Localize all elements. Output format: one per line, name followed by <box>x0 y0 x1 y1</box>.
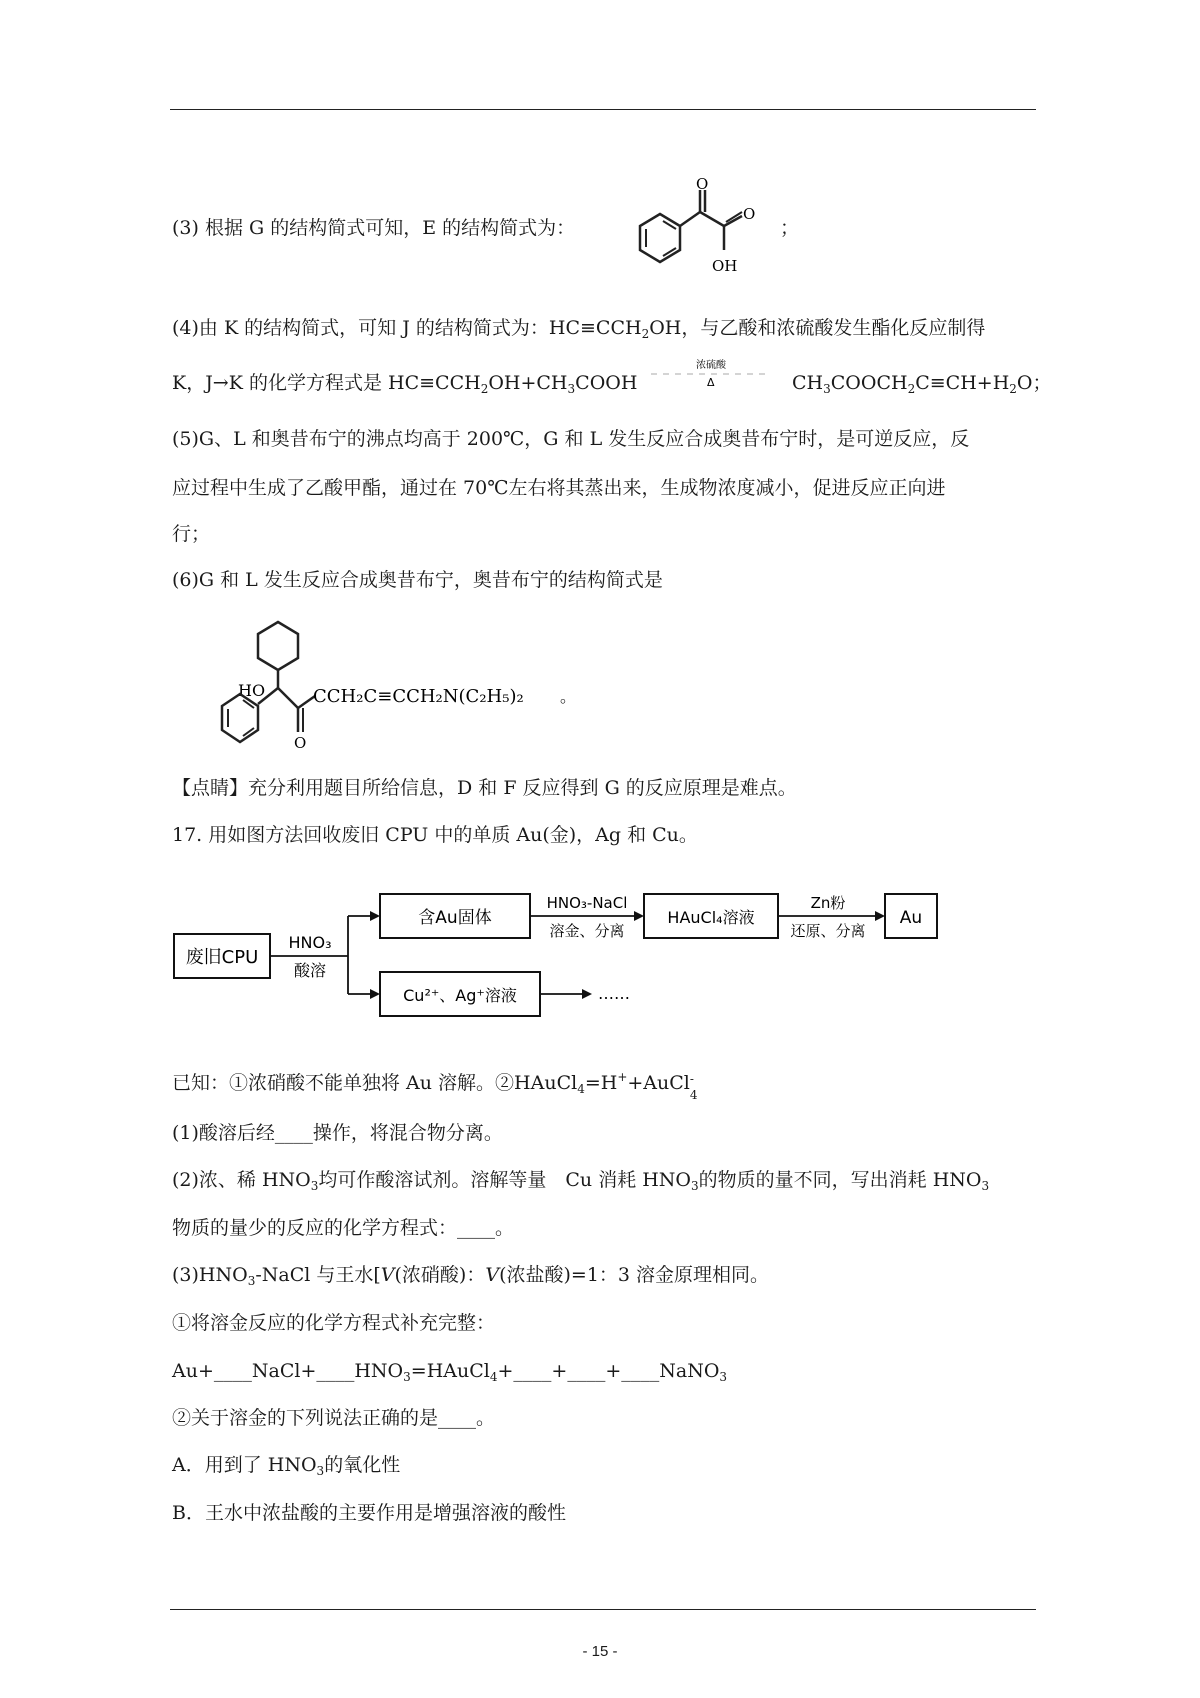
answer-5-line-2 <box>172 475 1036 501</box>
superscript: + <box>617 1070 628 1084</box>
structure-E-diagram <box>620 176 790 286</box>
eq-part: COOH <box>575 372 638 394</box>
footer-rule <box>170 1609 1036 1610</box>
key-point-note <box>172 775 1036 801</box>
text: =H <box>584 1072 618 1094</box>
text: (5)G、L 和奥昔布宁的沸点均高于 200℃，G 和 L 发生反应合成奥昔布宁时，是可逆反应，反 <box>172 428 970 450</box>
hydroxyl-label: OH <box>712 257 738 275</box>
subscript: 3 <box>403 1370 411 1384</box>
dissolve-reagent-label: HNO₃-NaCl <box>546 894 628 912</box>
gold-dissolution-equation <box>172 1358 1036 1384</box>
ketone-oxygen-label: O <box>696 176 709 193</box>
subscript: 3 <box>316 1464 325 1478</box>
answer-6-line-1 <box>172 567 1036 593</box>
subscript: 3 <box>981 1179 990 1193</box>
eq-part: OH+CH <box>488 372 568 394</box>
subscript: 2 <box>641 327 650 341</box>
period: 。 <box>560 687 577 706</box>
answer-5-line-3 <box>172 521 1036 547</box>
text: +____+____+____NaNO <box>497 1360 720 1382</box>
answer-4-line-1 <box>172 315 1036 341</box>
hydroxy-label: HO <box>238 681 266 700</box>
box-cu-ag-label: Cu²⁺、Ag⁺溶液 <box>403 986 517 1005</box>
acid-label-2: 酸溶 <box>293 961 327 980</box>
subscript: 3 <box>691 1179 699 1193</box>
text: 17. 用如图方法回收废旧 CPU 中的单质 Au(金)，Ag 和 Cu。 <box>172 824 698 846</box>
text: =HAuCl <box>410 1360 490 1382</box>
box-waste-cpu-label: 废旧CPU <box>185 947 259 968</box>
eq-part: O； <box>1016 372 1052 394</box>
catalyst-label: 浓硫酸 <box>696 360 726 371</box>
text: (浓盐酸)=1：3 溶金原理相同。 <box>499 1264 770 1286</box>
subscript: 3 <box>719 1370 728 1384</box>
subscript: 4 <box>577 1082 585 1096</box>
text: 的氧化性 <box>324 1454 401 1476</box>
oxybutynin-structure-diagram <box>200 610 600 760</box>
subscript: 3 <box>823 382 831 396</box>
header-rule <box>170 109 1036 110</box>
reduce-step-label: 还原、分离 <box>790 922 866 940</box>
dissolve-step-label: 溶金、分离 <box>549 922 625 940</box>
question-17-3 <box>172 1262 1036 1288</box>
zinc-label: Zn粉 <box>810 894 846 912</box>
answer-3-text: (3) 根据 G 的结构简式可知，E 的结构简式为： <box>172 217 576 239</box>
text: (浓硝酸)： <box>394 1264 486 1286</box>
recovery-flowchart <box>170 886 990 1036</box>
option-b <box>172 1500 1036 1526</box>
question-17-3-2 <box>172 1405 1036 1431</box>
carbonyl-oxygen-label: O <box>294 734 307 752</box>
answer-4-line-2-product <box>792 370 1052 396</box>
text: A．用到了 HNO <box>172 1454 317 1476</box>
ester-chain-label: CCH₂C≡CCH₂N(C₂H₅)₂ <box>313 686 524 707</box>
text: 【点睛】充分利用题目所给信息，D 和 F 反应得到 G 的反应原理是难点。 <box>172 777 797 799</box>
acid-label-1: HNO₃ <box>288 933 332 952</box>
text: 行； <box>172 523 211 545</box>
question-17-stem <box>172 822 1036 848</box>
answer-4-text-b: OH，与乙酸和浓硫酸发生酯化反应制得 <box>649 317 986 339</box>
text: (6)G 和 L 发生反应合成奥昔布宁，奥昔布宁的结构简式是 <box>172 569 663 591</box>
box-au-solid-label: 含Au固体 <box>418 908 492 928</box>
box-haucl4-label: HAuCl₄溶液 <box>667 908 755 927</box>
eq-part: COOCH <box>830 372 908 394</box>
text: ②关于溶金的下列说法正确的是____。 <box>172 1407 496 1429</box>
volume-symbol: V <box>380 1264 395 1286</box>
eq-part: K，J→K 的化学方程式是 HC≡CCH <box>172 372 481 394</box>
text: 应过程中生成了乙酸甲酯，通过在 70℃左右将其蒸出来，生成物浓度减小，促进反应正向进 <box>172 477 946 499</box>
subscript: 2 <box>907 382 916 396</box>
answer-3-semicolon: ； <box>780 217 800 239</box>
option-a <box>172 1452 1036 1478</box>
text: 已知：①浓硝酸不能单独将 Au 溶解。②HAuCl <box>172 1072 578 1094</box>
subscript: 3 <box>247 1274 256 1288</box>
text: 的物质的量不同，写出消耗 HNO <box>698 1169 982 1191</box>
reaction-arrow <box>649 358 775 388</box>
volume-symbol: V <box>485 1264 500 1286</box>
subscript: 2 <box>1009 382 1017 396</box>
question-17-3-1 <box>172 1310 1036 1336</box>
answer-3 <box>172 215 1036 241</box>
text: ①将溶金反应的化学方程式补充完整： <box>172 1312 496 1334</box>
box-au-label: Au <box>899 908 923 928</box>
heat-label: Δ <box>707 376 715 388</box>
ellipsis: …… <box>598 984 630 1003</box>
eq-part: C≡CH+H <box>915 372 1010 394</box>
page-number: - 15 - <box>582 1643 618 1660</box>
answer-3-end <box>780 215 820 241</box>
text: +AuCl <box>627 1072 690 1094</box>
text: (3)HNO <box>172 1264 248 1286</box>
question-17-1 <box>172 1120 1036 1146</box>
answer-4-text-a: (4)由 K 的结构简式，可知 J 的结构简式为：HC≡CCH <box>172 317 642 339</box>
text: (1)酸溶后经____操作，将混合物分离。 <box>172 1122 503 1144</box>
question-17-2-line-2 <box>172 1215 1036 1241</box>
subscript: 3 <box>567 382 576 396</box>
answer-5-line-1 <box>172 426 1036 452</box>
text: B．王水中浓盐酸的主要作用是增强溶液的酸性 <box>172 1502 566 1524</box>
text: Au+____NaCl+____HNO <box>172 1360 404 1382</box>
acid-oxygen-label: O <box>743 205 756 223</box>
question-17-2-line-1 <box>172 1167 1036 1193</box>
text: -NaCl 与王水[ <box>255 1264 381 1286</box>
eq-part: CH <box>792 372 824 394</box>
subscript: 4 <box>489 1370 498 1384</box>
known-conditions: 已知：①浓硝酸不能单独将 Au 溶解。②HAuCl$_4$=H++AuCl - 4 <box>172 1070 698 1102</box>
text: 均可作酸溶试剂。溶解等量 Cu 消耗 HNO <box>318 1169 692 1191</box>
text: (2)浓、稀 HNO <box>172 1169 311 1191</box>
subscript: 3 <box>310 1179 319 1193</box>
text: 物质的量少的反应的化学方程式：____。 <box>172 1217 515 1239</box>
subscript: 2 <box>480 382 489 396</box>
